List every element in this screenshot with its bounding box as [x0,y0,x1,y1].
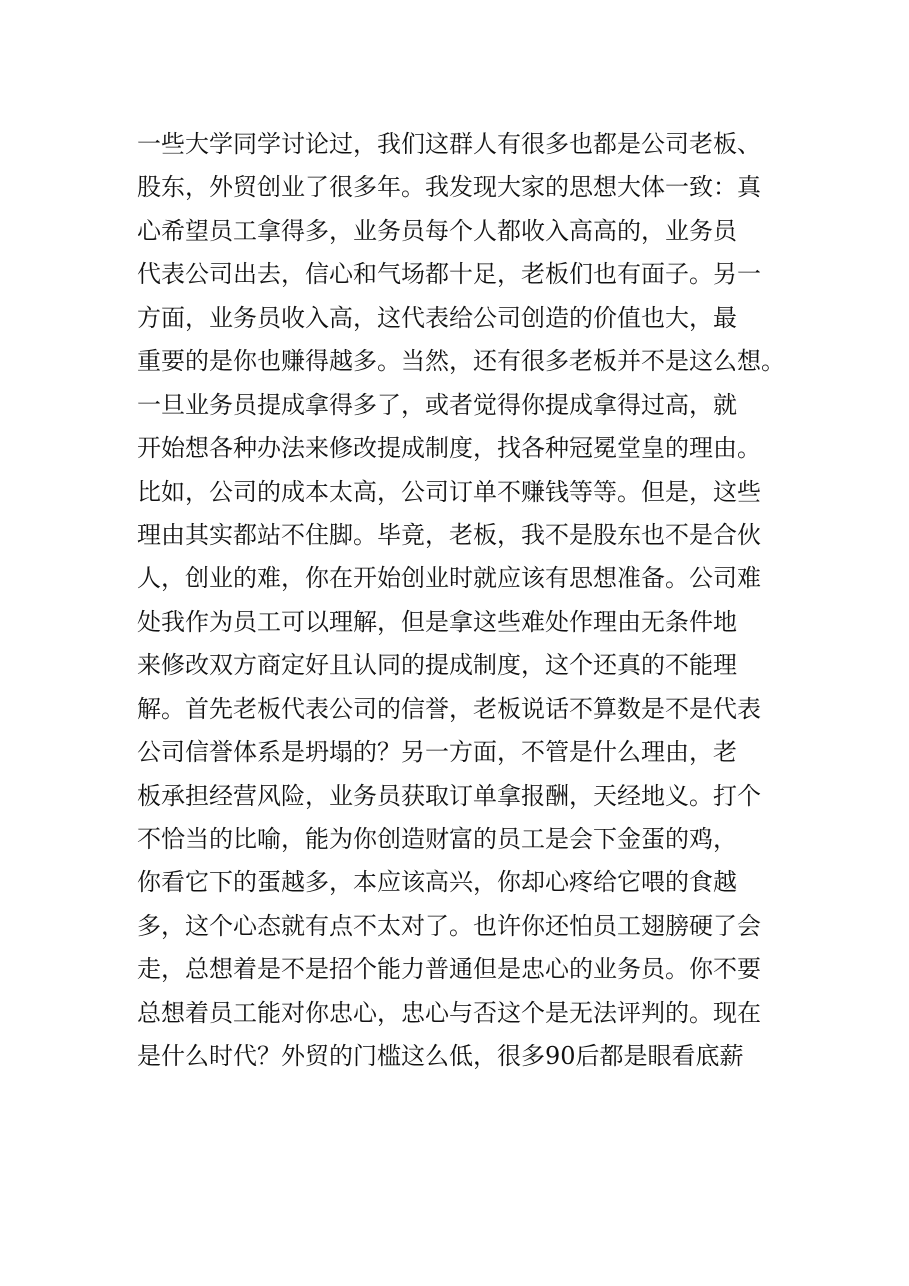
text-line: 多，这个心态就有点不太对了。也许你还怕员工翅膀硬了会 [137,911,761,940]
text-line: 解。首先老板代表公司的信誉，老板说话不算数是不是代表 [137,694,761,723]
text-line: 你看它下的蛋越多，本应该高兴，你却心疼给它喂的食越 [137,868,737,897]
text-line: 处我作为员工可以理解，但是拿这些难处作理由无条件地 [137,607,737,636]
text-line: 股东，外贸创业了很多年。我发现大家的思想大体一致：真 [137,173,761,202]
text-line: 板承担经营风险，业务员获取订单拿报酬，天经地义。打个 [137,781,761,810]
body-paragraph [137,123,787,1079]
text-line: 来修改双方商定好且认同的提成制度，这个还真的不能理 [137,651,737,680]
text-line: 理由其实都站不住脚。毕竟，老板，我不是股东也不是合伙 [137,520,761,549]
text-line: 重要的是你也赚得越多。当然，还有很多老板并不是这么想。 [137,347,785,376]
text-line: 人，创业的难，你在开始创业时就应该有思想准备。公司难 [137,564,761,593]
text-line: 是什么时代？外贸的门槛这么低，很多90后都是眼看底薪 [137,1042,744,1071]
text-line: 不恰当的比喻，能为你创造财富的员工是会下金蛋的鸡， [137,825,737,853]
text-line: 走，总想着是不是招个能力普通但是忠心的业务员。你不要 [137,955,761,984]
text-line: 一旦业务员提成拿得多了，或者觉得你提成拿得过高，就 [137,390,737,419]
text-line: 心希望员工拿得多，业务员每个人都收入高高的，业务员 [137,216,737,245]
text-line: 比如，公司的成本太高，公司订单不赚钱等等。但是，这些 [137,477,761,506]
text-line: 代表公司出去，信心和气场都十足，老板们也有面子。另一 [137,260,761,289]
text-line: 开始想各种办法来修改提成制度，找各种冠冕堂皇的理由。 [137,434,761,463]
text-line: 总想着员工能对你忠心，忠心与否这个是无法评判的。现在 [137,998,761,1027]
text-line: 公司信誉体系是坍塌的？另一方面，不管是什么理由，老 [137,738,737,767]
text-line: 一些大学同学讨论过，我们这群人有很多也都是公司老板、 [137,130,761,158]
text-line: 方面，业务员收入高，这代表给公司创造的价值也大，最 [137,303,737,332]
